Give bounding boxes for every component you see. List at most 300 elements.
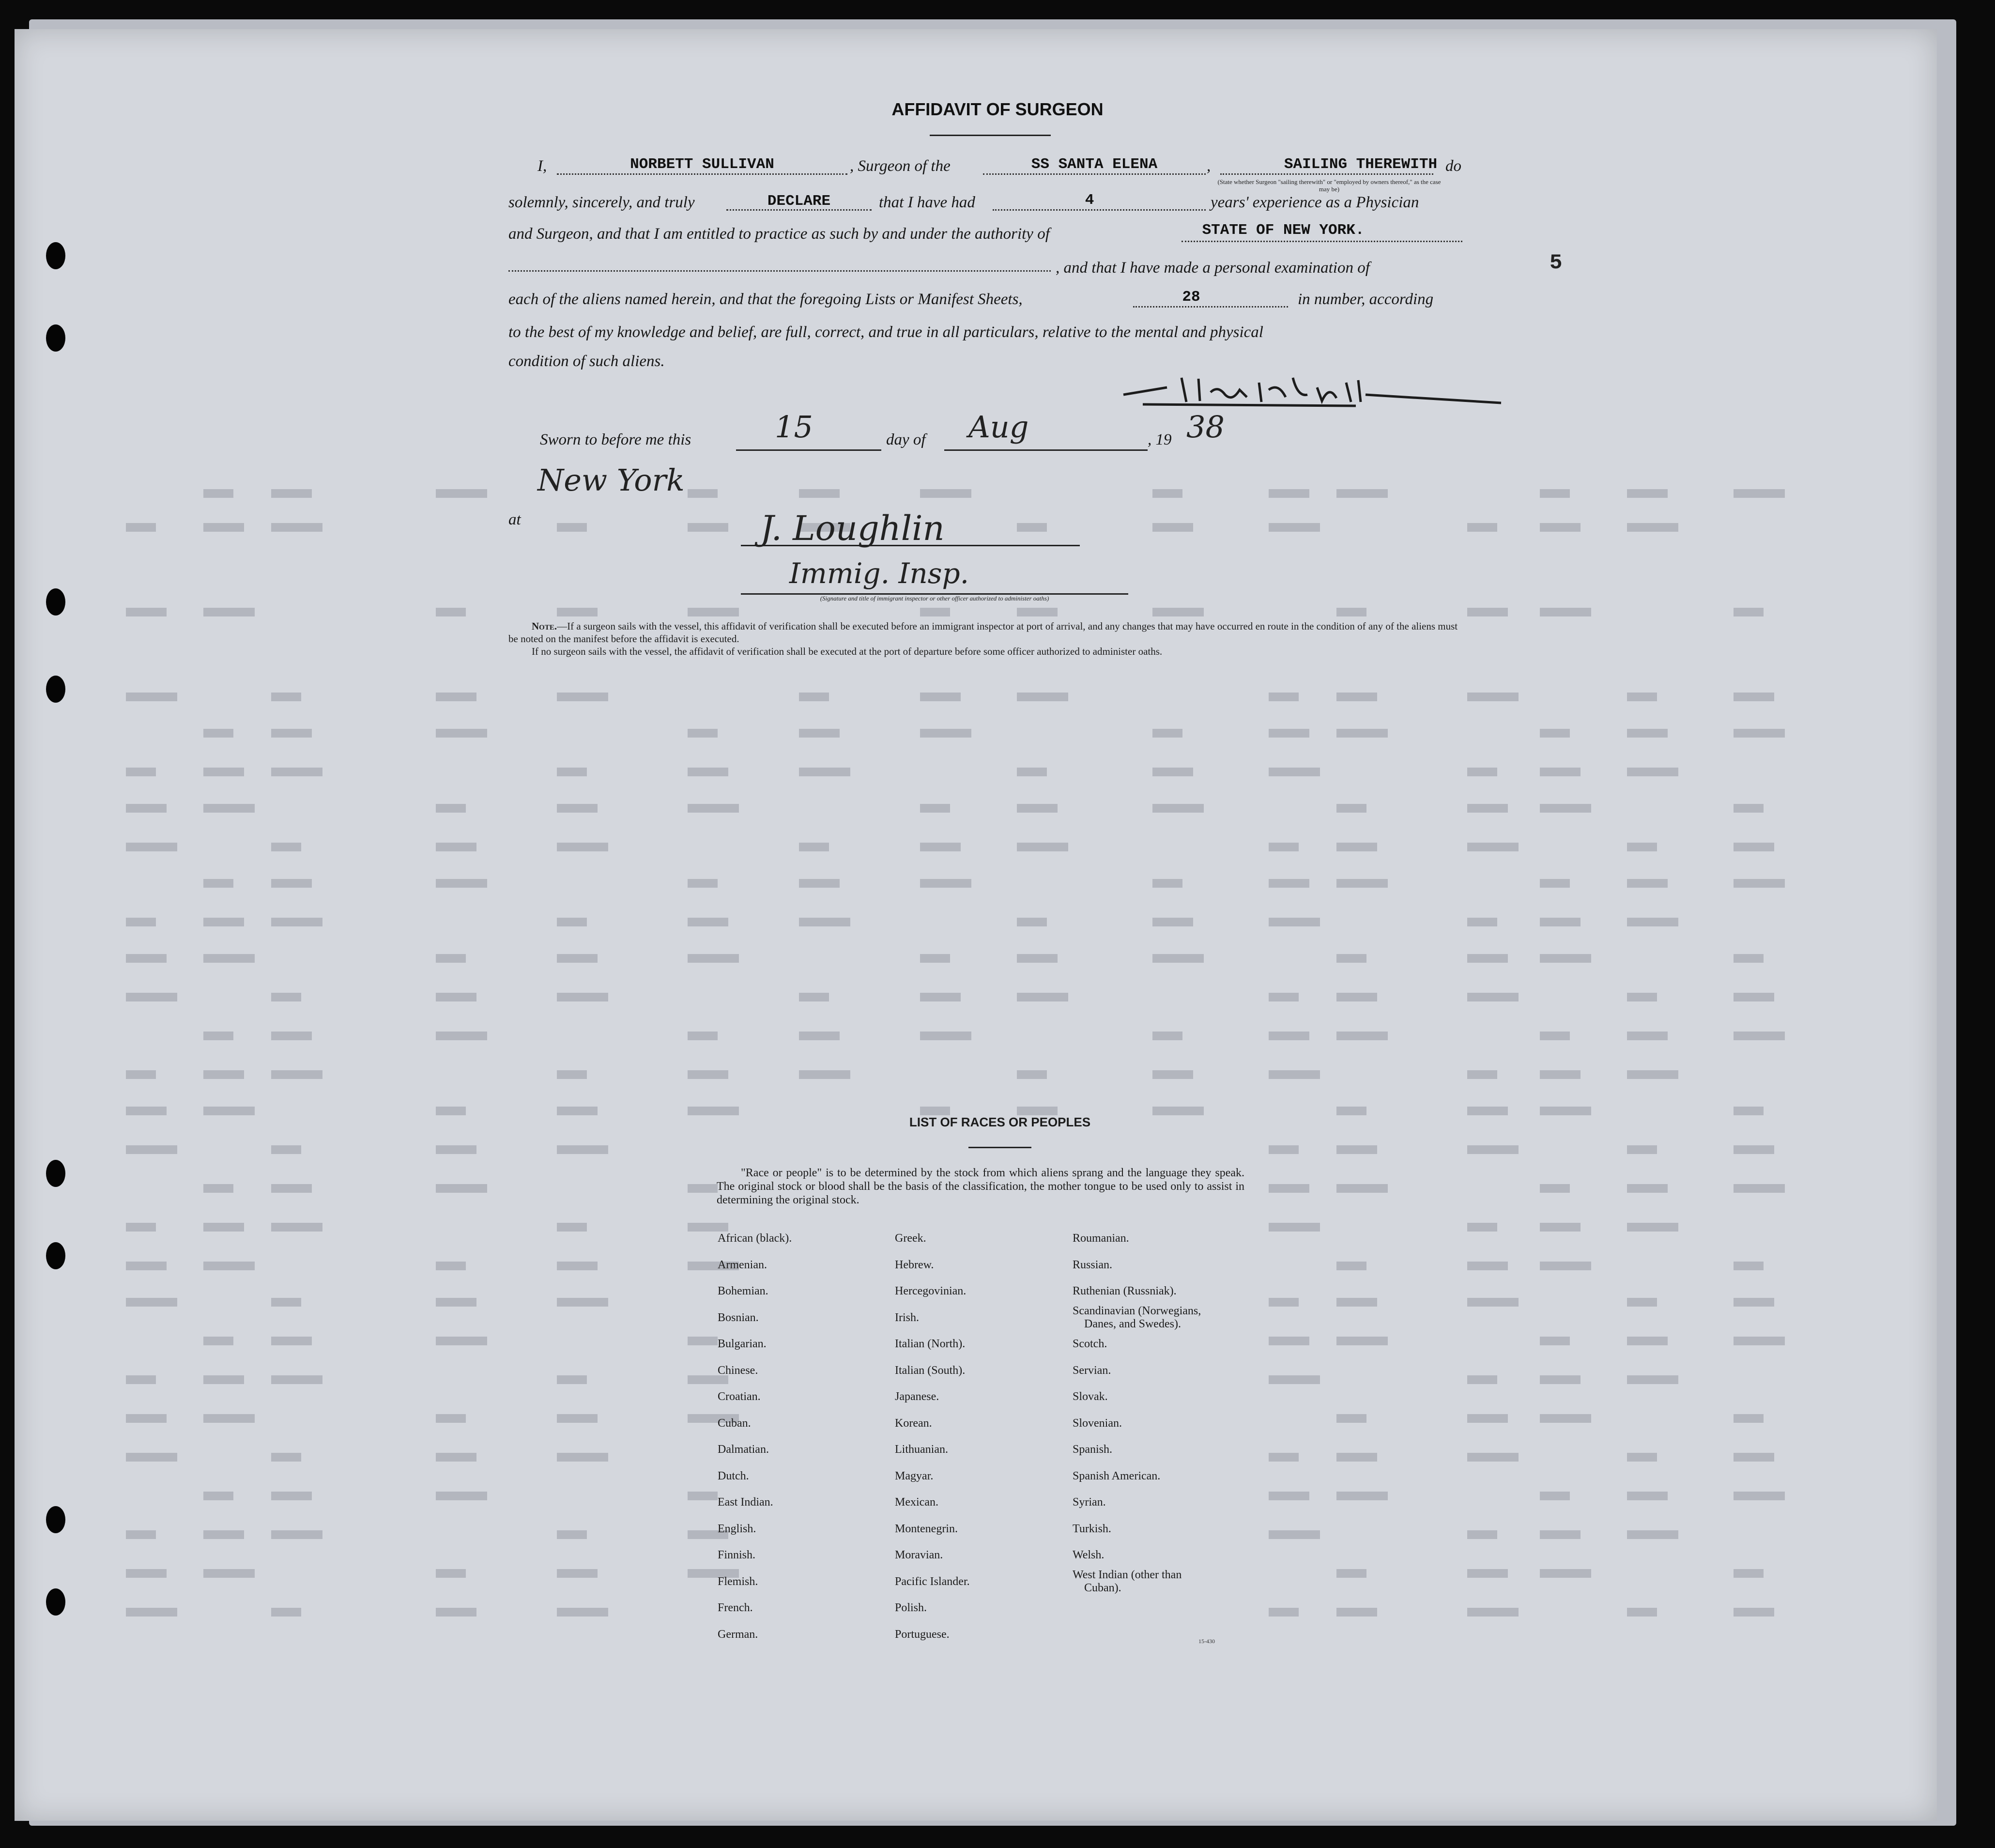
bleed-mark bbox=[436, 608, 466, 616]
bleed-mark bbox=[920, 489, 971, 498]
bleed-mark bbox=[1336, 879, 1388, 888]
race-item: Servian. bbox=[1073, 1364, 1111, 1377]
bleed-mark bbox=[203, 523, 244, 532]
bleed-mark bbox=[1734, 1032, 1785, 1040]
bleed-mark bbox=[1627, 1530, 1678, 1539]
bleed-mark bbox=[203, 1414, 255, 1423]
bleed-mark bbox=[1540, 804, 1591, 813]
race-item: West Indian (other than Cuban). bbox=[1073, 1568, 1182, 1594]
bleed-mark bbox=[1269, 729, 1309, 738]
bleed-mark bbox=[1467, 1145, 1519, 1154]
bleed-mark bbox=[1540, 1375, 1581, 1384]
bleed-mark bbox=[1269, 1530, 1320, 1539]
bleed-mark bbox=[1269, 1492, 1309, 1500]
bleed-mark bbox=[920, 729, 971, 738]
bleed-mark bbox=[557, 1070, 587, 1079]
bleed-mark bbox=[799, 693, 829, 701]
bleed-mark bbox=[1540, 1414, 1591, 1423]
bleed-mark bbox=[1017, 1070, 1047, 1079]
bleed-mark bbox=[203, 1530, 244, 1539]
bleed-mark bbox=[271, 1145, 301, 1154]
bleed-mark bbox=[1336, 729, 1388, 738]
races-column-3 bbox=[1073, 1225, 1201, 1595]
surgeon-name: NORBETT SULLIVAN bbox=[630, 156, 774, 173]
bleed-mark bbox=[1467, 1453, 1519, 1462]
bleed-mark bbox=[557, 1453, 608, 1462]
bleed-mark bbox=[1627, 879, 1668, 888]
bleed-mark bbox=[1467, 1223, 1497, 1232]
bleed-mark bbox=[1627, 918, 1678, 926]
text-and-surgeon: and Surgeon, and that I am entitled to practice as such by and under the authority of bbox=[508, 225, 1050, 243]
bleed-mark bbox=[688, 523, 728, 532]
surgeon-capacity: SAILING THEREWITH bbox=[1284, 156, 1438, 173]
bleed-mark bbox=[436, 1107, 466, 1115]
bleed-mark bbox=[557, 954, 598, 963]
vessel-dotted-line bbox=[983, 173, 1206, 175]
bleed-mark bbox=[126, 693, 177, 701]
bleed-mark bbox=[1540, 1184, 1570, 1193]
bleed-mark bbox=[1540, 1262, 1591, 1270]
bleed-mark bbox=[920, 1107, 950, 1115]
bleed-mark bbox=[1467, 993, 1519, 1001]
bleed-mark bbox=[1540, 1530, 1581, 1539]
bleed-mark bbox=[557, 608, 598, 616]
race-item: Armenian. bbox=[718, 1258, 767, 1271]
bleed-mark bbox=[1017, 693, 1068, 701]
bleed-mark bbox=[688, 1032, 718, 1040]
bleed-mark bbox=[1269, 1070, 1320, 1079]
bleed-mark bbox=[557, 993, 608, 1001]
bleed-mark bbox=[1627, 1375, 1678, 1384]
bleed-mark bbox=[1540, 523, 1581, 532]
bleed-mark bbox=[203, 608, 255, 616]
bleed-mark bbox=[920, 693, 961, 701]
bleed-mark bbox=[271, 1337, 312, 1345]
race-item: Welsh. bbox=[1073, 1549, 1105, 1561]
bleed-mark bbox=[1269, 768, 1320, 776]
races-title: LIST OF RACES OR PEOPLES bbox=[909, 1115, 1091, 1129]
bleed-mark bbox=[1017, 523, 1047, 532]
bleed-mark bbox=[436, 1145, 476, 1154]
bleed-mark bbox=[1540, 1492, 1570, 1500]
race-item: Chinese. bbox=[718, 1364, 758, 1377]
bleed-mark bbox=[1627, 843, 1657, 851]
race-item: East Indian. bbox=[718, 1496, 773, 1509]
bleed-mark bbox=[1269, 1032, 1309, 1040]
bleed-mark bbox=[920, 954, 950, 963]
officer-title: Immig. Insp. bbox=[789, 557, 969, 590]
bleed-mark bbox=[1336, 954, 1366, 963]
bleed-mark bbox=[1540, 879, 1570, 888]
sheets-dotted-line bbox=[1133, 306, 1288, 308]
declare-word: DECLARE bbox=[767, 193, 831, 210]
bleed-mark bbox=[203, 729, 233, 738]
race-item: Spanish American. bbox=[1073, 1469, 1161, 1482]
bleed-mark bbox=[1336, 1032, 1388, 1040]
bleed-mark bbox=[688, 954, 739, 963]
race-item: Croatian. bbox=[718, 1390, 761, 1403]
bleed-mark bbox=[126, 918, 156, 926]
races-title-underline bbox=[968, 1147, 1031, 1148]
race-item: Scandinavian (Norwegians, Danes, and Swedes). bbox=[1073, 1304, 1201, 1330]
bleed-mark bbox=[1269, 1337, 1309, 1345]
bleed-mark bbox=[1152, 608, 1204, 616]
sworn-day: 15 bbox=[775, 409, 813, 445]
bleed-mark bbox=[1627, 1492, 1668, 1500]
bleed-mark bbox=[557, 1375, 587, 1384]
officer-caption: (Signature and title of immigrant inspector or other officer authorized to administer oaths) bbox=[820, 595, 1049, 602]
bleed-mark bbox=[1540, 489, 1570, 498]
text-day-of: day of bbox=[886, 431, 926, 448]
bleed-mark bbox=[1734, 804, 1764, 813]
bleed-mark bbox=[271, 489, 312, 498]
bleed-mark bbox=[557, 1608, 608, 1617]
bleed-mark bbox=[799, 729, 840, 738]
bleed-mark bbox=[1734, 1184, 1785, 1193]
bleed-mark bbox=[1336, 804, 1366, 813]
bleed-mark bbox=[557, 1145, 608, 1154]
bleed-mark bbox=[557, 693, 608, 701]
race-item: Italian (North). bbox=[895, 1338, 966, 1350]
bleed-mark bbox=[688, 1070, 728, 1079]
bleed-mark bbox=[126, 843, 177, 851]
bleed-mark bbox=[203, 1569, 255, 1578]
bleed-mark bbox=[436, 1569, 466, 1578]
bleed-mark bbox=[126, 1453, 177, 1462]
bleed-mark bbox=[557, 1414, 598, 1423]
bleed-mark bbox=[1540, 1337, 1570, 1345]
day-line bbox=[736, 449, 881, 451]
bleed-mark bbox=[203, 489, 233, 498]
bleed-mark bbox=[1734, 879, 1785, 888]
bleed-mark bbox=[1152, 954, 1204, 963]
bleed-mark bbox=[1152, 879, 1182, 888]
bleed-mark bbox=[1467, 1375, 1497, 1384]
bleed-mark bbox=[126, 1414, 167, 1423]
note-text-1: —If a surgeon sails with the vessel, this affidavit of verification shall be executed before an immigrant inspector at port of arrival, and any changes that may have occurred en route in the condition of any of the aliens must be noted on the manifest before the affidavit is executed. bbox=[508, 620, 1458, 645]
bleed-mark bbox=[1269, 1223, 1320, 1232]
bleed-mark bbox=[436, 1262, 466, 1270]
bleed-mark bbox=[1734, 1145, 1774, 1154]
bleed-mark bbox=[1467, 523, 1497, 532]
bleed-mark bbox=[557, 1298, 608, 1307]
text-i: I, bbox=[537, 157, 547, 175]
sheets-count: 28 bbox=[1182, 289, 1200, 306]
bleed-mark bbox=[436, 954, 466, 963]
bleed-mark bbox=[126, 1070, 156, 1079]
bleed-mark bbox=[271, 843, 301, 851]
bleed-mark bbox=[688, 489, 718, 498]
bleed-mark bbox=[203, 1375, 244, 1384]
bleed-mark bbox=[126, 1608, 177, 1617]
page-title: AFFIDAVIT OF SURGEON bbox=[891, 99, 1104, 119]
races-intro: "Race or people" is to be determined by the stock from which aliens sprang and the language they speak. The original stock or blood shall be the basis of the classification, the mother tongue to be used only to assist in determining the original stock. bbox=[717, 1167, 1244, 1206]
title-underline bbox=[930, 135, 1051, 136]
bleed-mark bbox=[920, 879, 971, 888]
race-item: Dutch. bbox=[718, 1469, 749, 1482]
bleed-mark bbox=[203, 804, 255, 813]
bleed-mark bbox=[1734, 608, 1764, 616]
race-item: English. bbox=[718, 1522, 756, 1535]
bleed-mark bbox=[799, 879, 840, 888]
bleed-mark bbox=[1627, 1608, 1657, 1617]
bleed-mark bbox=[799, 993, 829, 1001]
bleed-mark bbox=[1269, 489, 1309, 498]
bleed-mark bbox=[1540, 918, 1581, 926]
bleed-mark bbox=[1467, 843, 1519, 851]
bleed-mark bbox=[436, 729, 487, 738]
bleed-mark bbox=[1734, 1414, 1764, 1423]
bleed-mark bbox=[1336, 1337, 1388, 1345]
bleed-mark bbox=[271, 1608, 301, 1617]
bleed-mark bbox=[557, 1569, 598, 1578]
bleed-mark bbox=[1017, 608, 1058, 616]
bleed-mark bbox=[1017, 993, 1068, 1001]
bleed-mark bbox=[1467, 693, 1519, 701]
race-item: Russian. bbox=[1073, 1258, 1113, 1271]
bleed-mark bbox=[271, 768, 322, 776]
officer-signature: J. Loughlin bbox=[760, 508, 945, 548]
race-item: Polish. bbox=[895, 1602, 927, 1614]
note-label: Note. bbox=[532, 620, 557, 632]
bleed-mark bbox=[1152, 918, 1193, 926]
races-column-2 bbox=[895, 1225, 970, 1648]
bleed-mark bbox=[126, 1145, 177, 1154]
text-surgeon-of: , Surgeon of the bbox=[850, 157, 951, 175]
bleed-mark bbox=[203, 1070, 244, 1079]
race-item: Roumanian. bbox=[1073, 1232, 1129, 1245]
race-item: Magyar. bbox=[895, 1469, 934, 1482]
affidavit-note-2: If no surgeon sails with the vessel, the affidavit of verification shall be executed at the port of departure before some officer authorized to administer oaths. bbox=[532, 646, 1163, 657]
licensing-authority: STATE OF NEW YORK. bbox=[1202, 222, 1365, 239]
race-item: Greek. bbox=[895, 1232, 926, 1245]
bleed-mark bbox=[688, 608, 739, 616]
bleed-mark bbox=[799, 489, 840, 498]
bleed-mark bbox=[920, 993, 961, 1001]
bleed-mark bbox=[1269, 1145, 1299, 1154]
sworn-place: New York bbox=[537, 462, 685, 498]
bleed-mark bbox=[1734, 1569, 1764, 1578]
bleed-mark bbox=[920, 608, 950, 616]
bleed-mark bbox=[271, 1223, 322, 1232]
bleed-mark bbox=[1540, 729, 1570, 738]
race-item: Bosnian. bbox=[718, 1311, 759, 1324]
race-item: Flemish. bbox=[718, 1575, 758, 1588]
bleed-mark bbox=[1336, 1492, 1388, 1500]
bleed-mark bbox=[126, 954, 167, 963]
bleed-mark bbox=[1152, 1070, 1193, 1079]
bleed-mark bbox=[1336, 1298, 1377, 1307]
bleed-mark bbox=[1269, 693, 1299, 701]
bleed-mark bbox=[126, 1375, 156, 1384]
race-item: Korean. bbox=[895, 1417, 932, 1430]
bleed-mark bbox=[1734, 729, 1785, 738]
bleed-mark bbox=[1336, 993, 1377, 1001]
bleed-mark bbox=[1540, 1032, 1570, 1040]
bleed-mark bbox=[1734, 993, 1774, 1001]
bleed-mark bbox=[1336, 1608, 1377, 1617]
bleed-mark bbox=[1540, 1223, 1581, 1232]
bleed-mark bbox=[1152, 1107, 1204, 1115]
bleed-mark bbox=[1467, 1530, 1497, 1539]
bleed-mark bbox=[1152, 729, 1182, 738]
bleed-mark bbox=[436, 1032, 487, 1040]
bleed-mark bbox=[1017, 804, 1058, 813]
bleed-mark bbox=[203, 768, 244, 776]
bleed-mark bbox=[271, 1530, 322, 1539]
bleed-mark bbox=[1336, 489, 1388, 498]
bleed-mark bbox=[1627, 523, 1678, 532]
bleed-mark bbox=[271, 1453, 301, 1462]
bleed-mark bbox=[799, 1070, 850, 1079]
bleed-mark bbox=[1627, 1223, 1678, 1232]
race-item: Hebrew. bbox=[895, 1258, 934, 1271]
bleed-mark bbox=[271, 523, 322, 532]
bleed-mark bbox=[1152, 523, 1193, 532]
bleed-mark bbox=[920, 1032, 971, 1040]
bleed-mark bbox=[1336, 1262, 1366, 1270]
bleed-mark bbox=[1017, 1107, 1058, 1115]
bleed-mark bbox=[126, 768, 156, 776]
bleed-mark bbox=[1152, 489, 1182, 498]
bleed-mark bbox=[1467, 1107, 1508, 1115]
bleed-mark bbox=[1734, 1337, 1785, 1345]
bleed-mark bbox=[1734, 1453, 1774, 1462]
bleed-mark bbox=[557, 1107, 598, 1115]
capacity-caption: (State whether Surgeon "sailing therewith" or "employed by owners thereof," as the case may be) bbox=[1217, 178, 1441, 193]
bleed-mark bbox=[1269, 1298, 1299, 1307]
bleed-mark bbox=[436, 804, 466, 813]
bleed-mark bbox=[271, 1070, 322, 1079]
bleed-mark bbox=[126, 804, 167, 813]
bleed-mark bbox=[203, 1492, 233, 1500]
bleed-mark bbox=[1540, 608, 1591, 616]
bleed-mark bbox=[1734, 843, 1774, 851]
bleed-mark bbox=[1017, 843, 1068, 851]
bleed-mark bbox=[126, 1107, 167, 1115]
bleed-mark bbox=[1734, 1262, 1764, 1270]
bleed-mark bbox=[436, 1453, 476, 1462]
bleed-mark bbox=[1734, 954, 1764, 963]
text-that-had: that I have had bbox=[879, 194, 975, 211]
race-item: Italian (South). bbox=[895, 1364, 966, 1377]
bleed-mark bbox=[126, 523, 156, 532]
race-item: German. bbox=[718, 1628, 758, 1641]
bleed-mark bbox=[1540, 954, 1591, 963]
bleed-mark bbox=[1269, 993, 1299, 1001]
bleed-mark bbox=[1152, 1032, 1182, 1040]
bleed-mark bbox=[1627, 1145, 1657, 1154]
bleed-mark bbox=[557, 918, 587, 926]
bleed-mark bbox=[688, 804, 739, 813]
affidavit-note bbox=[508, 620, 1462, 645]
sworn-year: 38 bbox=[1186, 409, 1225, 445]
race-item: Moravian. bbox=[895, 1549, 943, 1561]
bleed-mark bbox=[688, 1107, 739, 1115]
bleed-mark bbox=[1627, 693, 1657, 701]
sworn-month: Aug bbox=[968, 409, 1029, 445]
bleed-mark bbox=[436, 879, 487, 888]
bleed-mark bbox=[436, 1492, 487, 1500]
race-item: Slovenian. bbox=[1073, 1417, 1122, 1430]
bleed-mark bbox=[1269, 843, 1299, 851]
bleed-mark bbox=[557, 768, 587, 776]
bleed-mark bbox=[436, 1298, 476, 1307]
bleed-mark bbox=[126, 1298, 177, 1307]
bleed-mark bbox=[557, 1530, 587, 1539]
bleed-mark bbox=[799, 768, 850, 776]
bleed-mark bbox=[688, 1492, 718, 1500]
bleed-mark bbox=[126, 1569, 167, 1578]
race-item: Mexican. bbox=[895, 1496, 938, 1509]
text-in-number: in number, according bbox=[1298, 291, 1434, 308]
bleed-mark bbox=[1540, 1107, 1591, 1115]
bleed-mark bbox=[1269, 523, 1320, 532]
bleed-mark bbox=[1540, 768, 1581, 776]
bleed-mark bbox=[203, 1107, 255, 1115]
bleed-mark bbox=[436, 693, 476, 701]
bleed-mark bbox=[271, 1375, 322, 1384]
text-sworn: Sworn to before me this bbox=[540, 431, 691, 448]
bleed-mark bbox=[1540, 1569, 1591, 1578]
bleed-mark bbox=[1269, 918, 1320, 926]
bleed-mark bbox=[1336, 1145, 1377, 1154]
bleed-mark bbox=[271, 1032, 312, 1040]
bleed-mark bbox=[126, 608, 167, 616]
bleed-mark bbox=[203, 918, 244, 926]
bleed-mark bbox=[436, 843, 476, 851]
race-item: Slovak. bbox=[1073, 1390, 1108, 1403]
bleed-mark bbox=[271, 918, 322, 926]
text-and-that: , and that I have made a personal examination of bbox=[1056, 259, 1370, 277]
bleed-mark bbox=[1467, 918, 1497, 926]
vessel-name: SS SANTA ELENA bbox=[1031, 156, 1158, 173]
bleed-mark bbox=[920, 843, 961, 851]
bleed-mark bbox=[688, 1184, 718, 1193]
race-item: French. bbox=[718, 1602, 753, 1614]
bleed-mark bbox=[557, 843, 608, 851]
race-item: Bohemian. bbox=[718, 1285, 768, 1297]
bleed-mark bbox=[1017, 954, 1058, 963]
bleed-mark bbox=[1336, 1453, 1377, 1462]
bleed-mark bbox=[920, 804, 950, 813]
text-condition: condition of such aliens. bbox=[508, 353, 665, 370]
bleed-mark bbox=[1152, 768, 1193, 776]
years-experience: 4 bbox=[1085, 192, 1094, 209]
bleed-mark bbox=[1734, 1492, 1785, 1500]
bleed-mark bbox=[203, 1223, 244, 1232]
bleed-mark bbox=[126, 1262, 167, 1270]
bleed-mark bbox=[1467, 1262, 1508, 1270]
bleed-mark bbox=[1336, 693, 1377, 701]
bleed-mark bbox=[271, 1298, 301, 1307]
bleed-mark bbox=[1627, 1337, 1668, 1345]
bleed-mark bbox=[1336, 1414, 1366, 1423]
race-item: Lithuanian. bbox=[895, 1443, 948, 1456]
bleed-mark bbox=[436, 993, 476, 1001]
form-number: 15-430 bbox=[1198, 1638, 1215, 1645]
bleed-mark bbox=[436, 1184, 487, 1193]
race-item: African (black). bbox=[718, 1232, 792, 1245]
bleed-mark bbox=[1627, 1070, 1678, 1079]
race-item: Finnish. bbox=[718, 1549, 756, 1561]
race-item: Spanish. bbox=[1073, 1443, 1113, 1456]
text-comma: , bbox=[1207, 157, 1211, 175]
surgeon-signature bbox=[1114, 368, 1530, 416]
bleed-mark bbox=[271, 729, 312, 738]
bleed-mark bbox=[1336, 1107, 1366, 1115]
text-do: do bbox=[1445, 157, 1461, 175]
